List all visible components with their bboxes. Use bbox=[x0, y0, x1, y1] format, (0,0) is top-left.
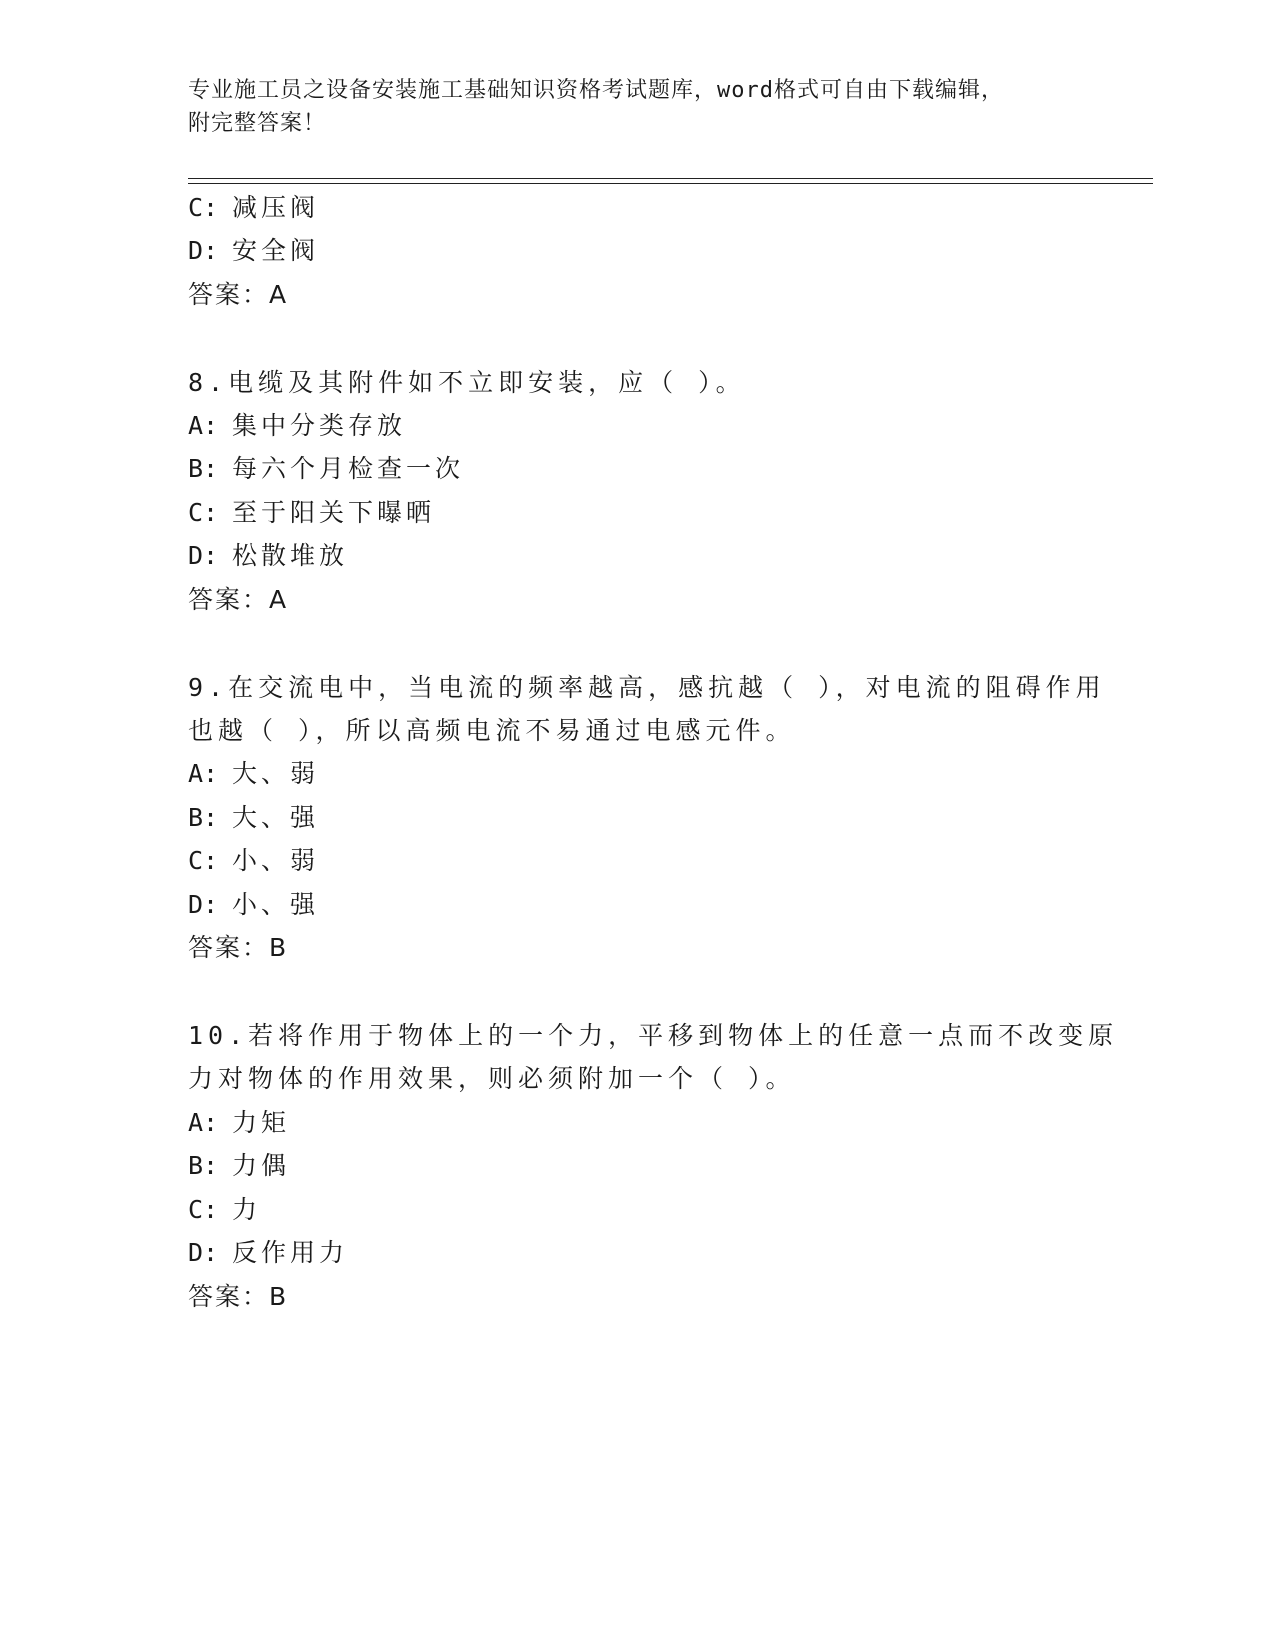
option-text: 力 bbox=[232, 1195, 262, 1224]
option-label: A: bbox=[188, 1108, 219, 1137]
option-label: A: bbox=[188, 759, 219, 788]
option-row bbox=[188, 1238, 348, 1268]
option-label: B: bbox=[188, 803, 219, 832]
option-label: D: bbox=[188, 541, 219, 570]
option-row bbox=[188, 846, 319, 876]
option-text: 小、弱 bbox=[232, 846, 320, 875]
option-row bbox=[188, 411, 406, 441]
option-text: 集中分类存放 bbox=[232, 411, 407, 440]
header-line-2: 附完整答案！ bbox=[188, 111, 327, 136]
option-label: A: bbox=[188, 411, 219, 440]
option-text: 至于阳关下曝晒 bbox=[232, 498, 436, 527]
option-row bbox=[188, 236, 319, 266]
option-row bbox=[188, 541, 348, 571]
answer-line: 答案：B bbox=[188, 933, 289, 962]
question-stem-q9-cont: 也越（ ），所以高频电流不易通过电感元件。 bbox=[188, 716, 796, 745]
answer-line: 答案：A bbox=[188, 280, 289, 309]
answer-line: 答案：A bbox=[188, 585, 289, 614]
question-stem-q8: 8.电缆及其附件如不立即安装，应（ ）。 bbox=[188, 368, 746, 397]
option-text: 反作用力 bbox=[232, 1238, 349, 1267]
option-row bbox=[188, 1195, 261, 1225]
question-stem-q10-cont: 力对物体的作用效果，则必须附加一个（ ）。 bbox=[188, 1064, 796, 1093]
option-text: 松散堆放 bbox=[232, 541, 349, 570]
option-row bbox=[188, 803, 319, 833]
option-text: 力偶 bbox=[232, 1151, 291, 1180]
option-row bbox=[188, 1151, 290, 1181]
option-text: 力矩 bbox=[232, 1108, 291, 1137]
option-text: 减压阀 bbox=[232, 193, 320, 222]
option-label: D: bbox=[188, 236, 219, 265]
option-label: C: bbox=[188, 1195, 219, 1224]
option-label: C: bbox=[188, 193, 219, 222]
document-header bbox=[188, 74, 1088, 140]
answer-line: 答案：B bbox=[188, 1282, 289, 1311]
header-divider-bottom bbox=[188, 183, 1153, 184]
option-label: B: bbox=[188, 1151, 219, 1180]
question-stem-q10: 10.若将作用于物体上的一个力，平移到物体上的任意一点而不改变原 bbox=[188, 1021, 1119, 1050]
header-line-1: 专业施工员之设备安装施工基础知识资格考试题库，word格式可自由下载编辑， bbox=[188, 78, 1004, 103]
option-text: 小、强 bbox=[232, 890, 320, 919]
option-label: C: bbox=[188, 846, 219, 875]
option-text: 大、强 bbox=[232, 803, 320, 832]
question-stem-q9: 9.在交流电中，当电流的频率越高，感抗越（ ），对电流的阻碍作用 bbox=[188, 673, 1106, 702]
option-row bbox=[188, 890, 319, 920]
option-label: B: bbox=[188, 454, 219, 483]
option-text: 大、弱 bbox=[232, 759, 320, 788]
option-row bbox=[188, 759, 319, 789]
option-label: D: bbox=[188, 890, 219, 919]
option-row bbox=[188, 498, 435, 528]
option-row bbox=[188, 1108, 290, 1138]
option-row bbox=[188, 454, 464, 484]
option-label: C: bbox=[188, 498, 219, 527]
header-divider-top bbox=[188, 178, 1153, 179]
option-label: D: bbox=[188, 1238, 219, 1267]
option-text: 每六个月检查一次 bbox=[232, 454, 465, 483]
option-row bbox=[188, 193, 319, 223]
option-text: 安全阀 bbox=[232, 236, 320, 265]
